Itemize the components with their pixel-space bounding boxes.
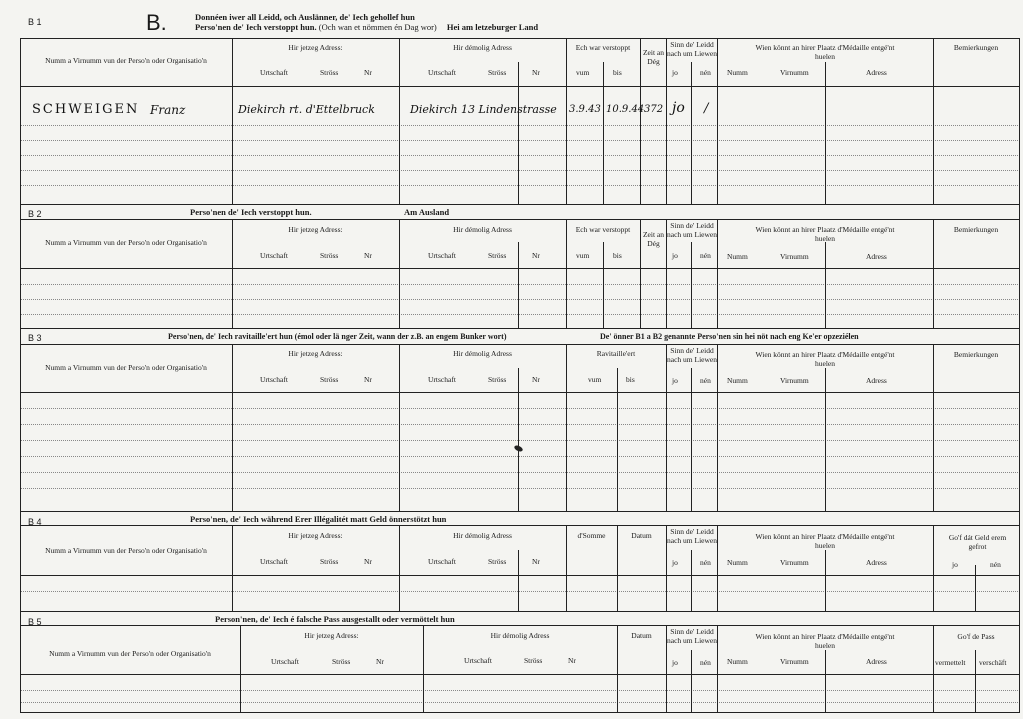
section-code-b3: B 3 — [28, 333, 42, 343]
header-nen: nén — [700, 68, 711, 77]
entry-days: 372 — [644, 104, 664, 115]
header-vermettelt: vermettelt — [935, 658, 966, 667]
header-medal: Wien könnt an hirer Plaatz d'Médaille entgé'nt huelen — [755, 43, 895, 61]
section-code-b2: B 2 — [28, 209, 42, 219]
header-stross: Ströss — [488, 251, 507, 260]
section-title-b2: Perso'nen de' Iech verstoppt hun. — [190, 207, 312, 217]
entry-former-addr: Diekirch 13 Lindenstrasse — [410, 103, 557, 116]
header-hidden: Ech war verstoppt — [575, 43, 631, 52]
section-code-b4: B 4 — [28, 517, 42, 527]
header-medal: Wien könnt an hirer Plaatz d'Médaille entgé'nt huelen — [755, 532, 895, 550]
header-stross: Ströss — [320, 375, 339, 384]
header-jo: jo — [672, 558, 678, 567]
section-title-b2-right: Am Ausland — [404, 207, 450, 217]
header-geld: Go'f dát Geld erem gefrot — [948, 533, 1007, 551]
section-title-b3-right: De' önner B1 a B2 genannte Perso'nen sin hei nöt nach eng Ke'er opzeziélen — [600, 332, 859, 341]
header-nr: Nr — [532, 557, 540, 566]
header-name: Numm a Virnumm vun der Perso'n oder Organisatio'n — [45, 546, 207, 555]
header-name: Numm a Virnumm vun der Perso'n oder Organisatio'n — [45, 56, 207, 65]
header-nen: nén — [700, 558, 711, 567]
header-sinn: Sinn de' Leidd nach um Liewen — [667, 627, 717, 645]
header-virnumm: Virnumm — [780, 68, 809, 77]
header-nr: Nr — [364, 251, 372, 260]
header-current-addr: Hir jetzeg Adress: — [288, 43, 343, 52]
header-medal: Wien könnt an hirer Plaatz d'Médaille entgé'nt huelen — [755, 632, 895, 650]
header-zeit: Zeit an Dég — [642, 48, 665, 66]
header-nr: Nr — [532, 68, 540, 77]
header-vum: vum — [576, 68, 590, 77]
header-vum: vum — [588, 375, 602, 384]
header-virnumm: Virnumm — [780, 657, 809, 666]
header-jo: jo — [672, 68, 678, 77]
section-title-b3: Perso'nen, de' Iech ravitaille'ert hun (émol oder lä nger Zeit, wann der z.B. an engem Bunker wort) — [168, 332, 507, 341]
header-numm: Numm — [727, 68, 748, 77]
entry-name: SCHWEIGEN — [32, 102, 140, 117]
header-verschaft: verschäft — [979, 658, 1007, 667]
header-stross: Ströss — [320, 68, 339, 77]
header-nr: Nr — [532, 375, 540, 384]
header-bemierkungen: Bemierkungen — [953, 350, 999, 359]
header-sinn: Sinn de' Leidd nach um Liewen — [667, 221, 717, 239]
header-virnumm: Virnumm — [780, 252, 809, 261]
header-adress: Adress — [866, 376, 887, 385]
title-part-c: Hei am letzeburger Land — [446, 22, 539, 32]
header-name: Numm a Virnumm vun der Perso'n oder Organisatio'n — [49, 649, 211, 658]
title-part-b: (Och wan et nömmen én Dag wor) — [318, 22, 437, 32]
header-urtschaft: Urtschaft — [464, 656, 492, 665]
header-nr: Nr — [376, 657, 384, 666]
section-title-b5: Person'nen, de' Iech é falsche Pass ausgestallt oder vermöttelt hun — [215, 614, 455, 624]
header-nen: nén — [990, 560, 1001, 569]
entry-alive-no: / — [704, 101, 709, 116]
ink-blot — [513, 444, 523, 452]
header-virnumm: Virnumm — [780, 558, 809, 567]
header-numm: Numm — [727, 376, 748, 385]
header-former-addr: Hir démolig Adress — [453, 225, 512, 234]
header-nr: Nr — [364, 557, 372, 566]
header-ravitailleiert: Ravitaille'ert — [596, 349, 636, 358]
header-sinn: Sinn de' Leidd nach um Liewen — [667, 346, 717, 364]
section-code-b5: B 5 — [28, 617, 42, 627]
header-name: Numm a Virnumm vun der Perso'n oder Organisatio'n — [45, 238, 207, 247]
header-current-addr: Hir jetzeg Adress: — [288, 531, 343, 540]
header-urtschaft: Urtschaft — [260, 251, 288, 260]
header-stross: Ströss — [320, 251, 339, 260]
header-somme: d'Somme — [577, 531, 606, 540]
header-current-addr: Hir jetzeg Adress: — [288, 225, 343, 234]
header-nr: Nr — [568, 656, 576, 665]
header-datum: Datum — [631, 631, 652, 640]
header-datum: Datum — [631, 531, 652, 540]
section-letter: B. — [146, 10, 167, 35]
header-former-addr: Hir démolig Adress — [453, 531, 512, 540]
section-title-b1-line1: Donnéen iwer all Leidd, och Auslänner, de' Iech gehollef hun — [195, 12, 415, 22]
header-urtschaft: Urtschaft — [260, 557, 288, 566]
header-former-addr: Hir démolig Adress — [490, 631, 550, 640]
header-nr: Nr — [532, 251, 540, 260]
header-former-addr: Hir démolig Adress — [453, 43, 512, 52]
header-urtschaft: Urtschaft — [428, 251, 456, 260]
header-medal: Wien könnt an hirer Plaatz d'Médaille entgé'nt huelen — [755, 225, 895, 243]
entry-firstname: Franz — [150, 103, 186, 117]
entry-current-addr: Diekirch rt. d'Ettelbruck — [238, 103, 375, 116]
header-stross: Ströss — [320, 557, 339, 566]
header-bis: bis — [613, 251, 622, 260]
header-jo: jo — [672, 251, 678, 260]
header-bemierkungen: Bemierkungen — [953, 225, 999, 234]
header-stross: Ströss — [488, 557, 507, 566]
entry-from: 3.9.43 — [569, 104, 601, 115]
header-jo: jo — [672, 658, 678, 667]
header-nr: Nr — [364, 68, 372, 77]
header-stross: Ströss — [488, 68, 507, 77]
section-title-b4: Perso'nen, de' Iech während Erer Illégalitét matt Geld önnerstötzt hun — [190, 514, 447, 524]
header-stross: Ströss — [332, 657, 351, 666]
header-numm: Numm — [727, 657, 748, 666]
header-bis: bis — [626, 375, 635, 384]
header-urtschaft: Urtschaft — [428, 375, 456, 384]
header-urtschaft: Urtschaft — [428, 557, 456, 566]
header-jo: jo — [952, 560, 958, 569]
header-nen: nén — [700, 376, 711, 385]
header-pass: Go'f de Pass — [957, 632, 995, 641]
header-adress: Adress — [866, 558, 887, 567]
entry-alive-yes: jo — [672, 100, 685, 116]
header-name: Numm a Virnumm vun der Perso'n oder Organisatio'n — [45, 363, 207, 372]
header-nen: nén — [700, 251, 711, 260]
header-jo: jo — [672, 376, 678, 385]
header-urtschaft: Urtschaft — [260, 375, 288, 384]
header-urtschaft: Urtschaft — [260, 68, 288, 77]
header-urtschaft: Urtschaft — [428, 68, 456, 77]
entry-to: 10.9.44 — [606, 104, 645, 115]
header-adress: Adress — [866, 657, 887, 666]
header-nr: Nr — [364, 375, 372, 384]
header-zeit: Zeit an Dég — [642, 230, 665, 248]
title-part-a: Perso'nen de' Iech verstoppt hun. — [195, 22, 317, 32]
section-title-b1-line2 — [195, 22, 538, 32]
header-numm: Numm — [727, 558, 748, 567]
header-adress: Adress — [866, 68, 887, 77]
header-sinn: Sinn de' Leidd nach um Liewen — [667, 40, 717, 58]
header-bemierkungen: Bemierkungen — [953, 43, 999, 52]
header-nen: nén — [700, 658, 711, 667]
header-numm: Numm — [727, 252, 748, 261]
header-urtschaft: Urtschaft — [271, 657, 299, 666]
header-vum: vum — [576, 251, 590, 260]
section-code-b1: B 1 — [28, 17, 42, 27]
header-adress: Adress — [866, 252, 887, 261]
header-hidden: Ech war verstoppt — [575, 225, 631, 234]
header-stross: Ströss — [524, 656, 543, 665]
header-bis: bis — [613, 68, 622, 77]
header-sinn: Sinn de' Leidd nach um Liewen — [667, 527, 717, 545]
header-former-addr: Hir démolig Adress — [453, 349, 512, 358]
header-current-addr: Hir jetzeg Adress: — [304, 631, 359, 640]
header-current-addr: Hir jetzeg Adress: — [288, 349, 343, 358]
header-virnumm: Virnumm — [780, 376, 809, 385]
header-stross: Ströss — [488, 375, 507, 384]
header-medal: Wien könnt an hirer Plaatz d'Médaille entgé'nt huelen — [755, 350, 895, 368]
